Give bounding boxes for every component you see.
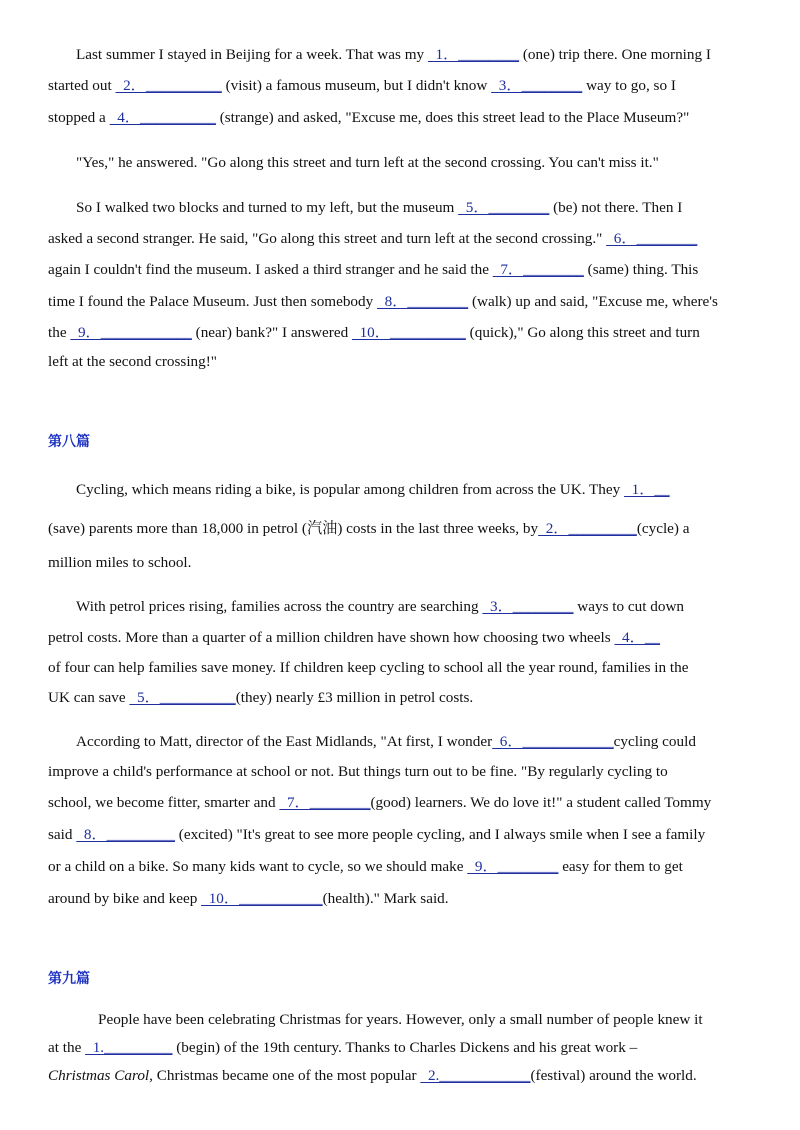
passage-8-para-2	[48, 591, 760, 713]
text-line: of four can help families save money. If children keep cycling to school all the year round, families in the	[48, 659, 689, 676]
passage-7-para-2: "Yes," he answered. "Go along this street and turn left at the second crossing. You can't miss it."	[76, 154, 659, 171]
answer-blank[interactable]: 10．___________	[201, 890, 323, 907]
answer-blank[interactable]: 7．________	[492, 261, 584, 278]
section-heading-8: 第八篇	[48, 434, 90, 450]
answer-blank[interactable]: 4．__	[614, 629, 661, 646]
passage-7-para-1	[48, 40, 760, 133]
answer-blank[interactable]: 6．________	[606, 230, 698, 247]
text-line: UK can save 5．__________(they) nearly £3 million in petrol costs.	[48, 682, 760, 713]
answer-blank[interactable]: 2．_________	[538, 520, 637, 537]
text-line: school, we become fitter, smarter and 7．________(good) learners. We do love it!" a student called Tommy	[48, 787, 760, 819]
answer-blank[interactable]: 9．________	[467, 858, 559, 875]
passage-7	[48, 40, 760, 375]
text-line: So I walked two blocks and turned to my left, but the museum 5．________ (be) not there. Then I	[48, 192, 760, 223]
text-line: According to Matt, director of the East Midlands, "At first, I wonder 6．____________cycling could	[48, 727, 760, 757]
passage-9-para-1	[48, 1006, 760, 1090]
answer-blank[interactable]: 3．________	[491, 77, 583, 94]
answer-blank[interactable]: 6．____________	[492, 733, 614, 750]
passage-9	[48, 1006, 760, 1090]
answer-blank[interactable]: 5．________	[458, 199, 550, 216]
italic-title: Christmas Carol	[48, 1067, 150, 1084]
answer-blank[interactable]: 1._________	[85, 1039, 173, 1056]
text-line: asked a second stranger. He said, "Go along this street and turn left at the second crossing." 6．________	[48, 223, 760, 254]
text-line: Cycling, which means riding a bike, is popular among children from across the UK. They 1．__	[48, 471, 760, 509]
text-line: around by bike and keep 10．___________(health)." Mark said.	[48, 883, 760, 914]
answer-blank[interactable]: 9．____________	[70, 324, 192, 341]
text-line: improve a child's performance at school or not. But things turn out to be fine. "By regularly cycling to	[48, 763, 668, 780]
text-line: Christmas Carol, Christmas became one of the most popular 2.____________(festival) around the world.	[48, 1062, 760, 1090]
answer-blank[interactable]: 1．________	[427, 46, 520, 63]
passage-8-para-3	[48, 727, 760, 914]
text-line: stopped a 4．__________ (strange) and asked, "Excuse me, does this street lead to the Place Museum?"	[48, 102, 760, 133]
text-line: again I couldn't find the museum. I asked a third stranger and he said the 7．________ (same) thing. This	[48, 254, 760, 286]
section-heading-9: 第九篇	[48, 971, 90, 987]
text-line: With petrol prices rising, families across the country are searching 3．________ ways to cut down	[48, 591, 760, 622]
text-line: left at the second crossing!"	[48, 353, 217, 370]
text-line: the 9．____________ (near) bank?" I answered 10．__________ (quick)," Go along this street and turn	[48, 317, 760, 349]
worksheet	[48, 40, 760, 1090]
text-line: or a child on a bike. So many kids want to cycle, so we should make 9．________ easy for them to get	[48, 851, 760, 883]
text-line: started out 2．__________ (visit) a famous museum, but I didn't know 3．________ way to go, so I	[48, 70, 760, 102]
answer-blank[interactable]: 1．__	[624, 481, 670, 498]
answer-blank[interactable]: 8．________	[377, 293, 469, 310]
passage-8	[48, 471, 760, 914]
text-line: at the 1._________ (begin) of the 19th century. Thanks to Charles Dickens and his great work –	[48, 1034, 760, 1062]
answer-blank[interactable]: 3．________	[482, 598, 574, 615]
passage-8-para-1	[48, 471, 760, 577]
answer-blank[interactable]: 7．________	[279, 794, 371, 811]
text-line: People have been celebrating Christmas for years. However, only a small number of people knew it	[98, 1011, 703, 1028]
text-line: said 8．_________ (excited) "It's great to see more people cycling, and I always smile when I see a family	[48, 819, 760, 851]
text-line: (save) parents more than 18,000 in petrol (汽油) costs in the last three weeks, by 2．_________(cycle) a	[48, 509, 760, 549]
passage-7-para-3	[48, 192, 760, 375]
answer-blank[interactable]: 10．__________	[351, 324, 466, 341]
text-line: petrol costs. More than a quarter of a million children have shown how choosing two wheels 4．__	[48, 622, 760, 653]
text-line: time I found the Palace Museum. Just then somebody 8．________ (walk) up and said, "Excuse me, where's	[48, 286, 760, 317]
answer-blank[interactable]: 4．__________	[109, 109, 216, 126]
answer-blank[interactable]: 8．_________	[76, 826, 175, 843]
answer-blank[interactable]: 5．__________	[129, 689, 236, 706]
text-line: Last summer I stayed in Beijing for a week. That was my 1．________ (one) trip there. One morning I	[48, 40, 760, 70]
text-line: million miles to school.	[48, 554, 192, 571]
answer-blank[interactable]: 2．__________	[115, 77, 222, 94]
answer-blank[interactable]: 2.____________	[420, 1067, 531, 1084]
